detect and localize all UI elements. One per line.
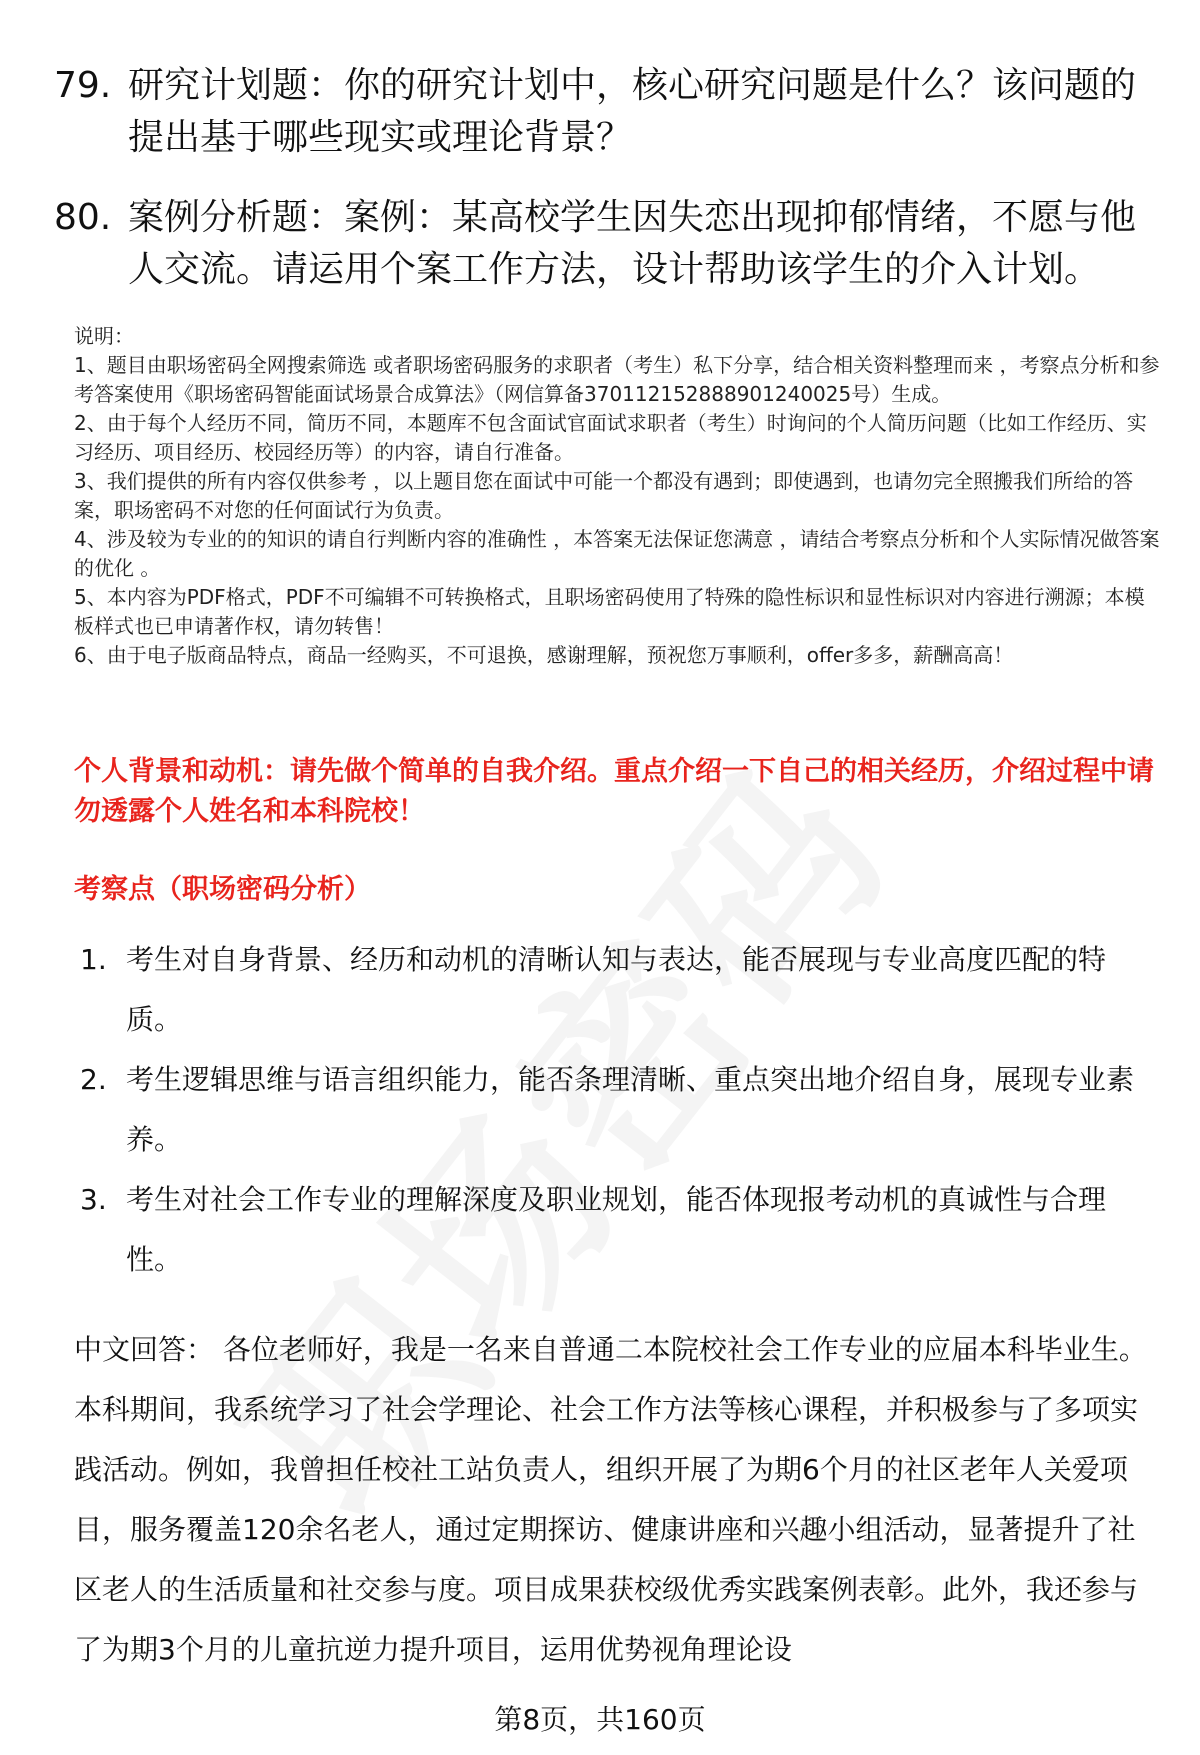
point-text: 考生对社会工作专业的理解深度及职业规划，能否体现报考动机的真诚性与合理性。 <box>126 1183 1107 1276</box>
question-80 <box>54 192 1154 296</box>
assessment-point <box>80 1170 1160 1290</box>
note-item: 3、我们提供的所有内容仅供参考 ，以上题目您在面试中可能一个都没有遇到；即使遇到，也请勿完全照搬我们所给的答案，职场密码不对您的任何面试行为负责。 <box>74 469 1134 522</box>
note-item: 5、本内容为PDF格式，PDF不可编辑不可转换格式，且职场密码使用了特殊的隐性标识和显性标识对内容进行溯源；本模板样式也已申请著作权，请勿转售！ <box>74 585 1145 638</box>
question-number: 80. <box>54 197 112 238</box>
assessment-point <box>80 930 1160 1050</box>
note-item: 2、由于每个人经历不同，简历不同，本题库不包含面试官面试求职者（考生）时询问的个人简历问题（比如工作经历、实习经历、项目经历、校园经历等）的内容，请自行准备。 <box>74 411 1147 464</box>
point-text: 考生对自身背景、经历和动机的清晰认知与表达，能否展现与专业高度匹配的特质。 <box>126 943 1107 1036</box>
question-number: 79. <box>54 65 112 106</box>
answer-text: 中文回答： 各位老师好，我是一名来自普通二本院校社会工作专业的应届本科毕业生。本科期间，我系统学习了社会学理论、社会工作方法等核心课程，并积极参与了多项实践活动。例如，我曾担任校社工站负责人，组织开展了为期6个月的社区老年人关爱项目，服务覆盖120余名老人，通过定期探访、健康讲座和兴趣小组活动，显著提升了社区老人的生活质量和社交参与度。项目成果获校级优秀实践案例表彰。此外，我还参与了为期3个月的儿童抗逆力提升项目，运用优势视角理论设 <box>74 1333 1147 1666</box>
question-text: 案例分析题：案例：某高校学生因失恋出现抑郁情绪，不愿与他人交流。请运用个案工作方法，设计帮助该学生的介入计划。 <box>128 197 1137 290</box>
assessment-point <box>80 1050 1160 1170</box>
point-text: 考生逻辑思维与语言组织能力，能否条理清晰、重点突出地介绍自身，展现专业素养。 <box>126 1063 1135 1156</box>
section-title: 个人背景和动机：请先做个简单的自我介绍。重点介绍一下自己的相关经历，介绍过程中请勿透露个人姓名和本科院校！ <box>74 756 1154 827</box>
assessment-points <box>80 930 1160 1290</box>
note-item: 6、由于电子版商品特点，商品一经购买，不可退换，感谢理解，预祝您万事顺利，offer多多，薪酬高高！ <box>74 643 1014 667</box>
section-subtitle: 考察点（职场密码分析） <box>74 874 371 905</box>
page-footer: 第8页，共160页 <box>494 1703 706 1736</box>
notes-title: 说明： <box>74 324 134 348</box>
question-text: 研究计划题：你的研究计划中，核心研究问题是什么？该问题的提出基于哪些现实或理论背景？ <box>128 65 1137 158</box>
note-item: 1、题目由职场密码全网搜索筛选 或者职场密码服务的求职者（考生）私下分享，结合相关资料整理而来 ，考察点分析和参考答案使用《职场密码智能面试场景合成算法》（网信算备370112152888901240025号）生成。 <box>74 353 1160 406</box>
point-number: 1. <box>80 943 107 976</box>
point-number: 3. <box>80 1183 107 1216</box>
note-item: 4、涉及较为专业的的知识的请自行判断内容的准确性 ，本答案无法保证您满意 ，请结合考察点分析和个人实际情况做答案的优化 。 <box>74 527 1160 580</box>
point-number: 2. <box>80 1063 107 1096</box>
question-79 <box>54 60 1154 164</box>
notes-section <box>74 322 1164 670</box>
